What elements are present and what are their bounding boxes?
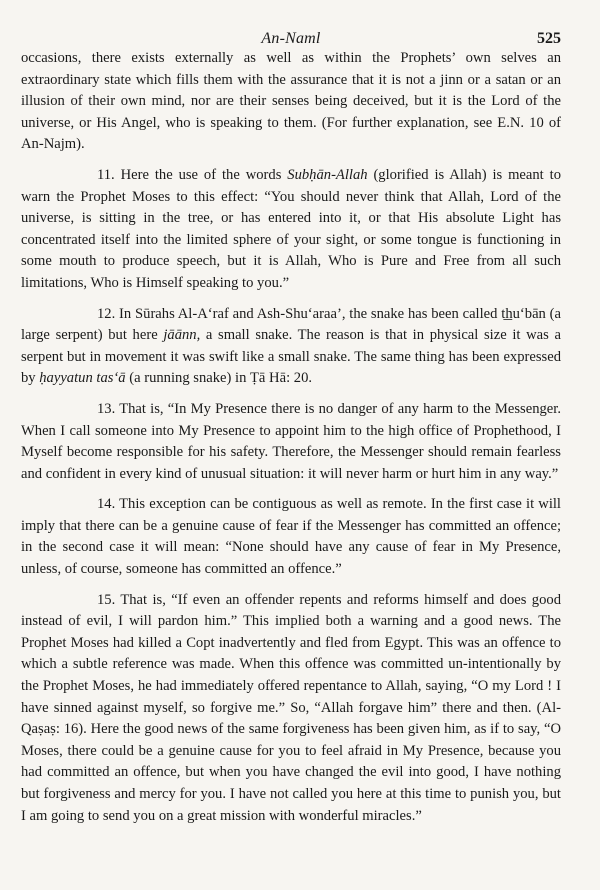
page-number: 525 xyxy=(537,30,561,47)
text-run: (a running snake) in Ṭā Hā: 20. xyxy=(125,370,313,387)
text-run: 14. This exception can be contiguous as well as remote. In the first case it will imply that there can be a genuine cause of fear if the Messenger has committed an offence; in the second case it will mean: “None should have any cause of fear in My Presence, unless, of course, someone has committed an offence.” xyxy=(21,496,561,578)
transliteration: jāānn, xyxy=(163,327,201,344)
text-run: (glorified is Allah) is meant to warn the Prophet Moses to this effect: “You should never think that Allah, Lord of the universe, is sitting in the tree, or has entered into it, or that His absolute Light has concentrated itself into the limited sphere of your sight, or some tongue is functioning in some mouth to produce speech, but it is Allah, Who is Pure and Free from all such limitations, Who is Himself speaking to you.” xyxy=(21,166,561,291)
text-run: a small snake. The reason is that in physical size it was a serpent but in movement it was swift like a small snake. The same thing has been expressed by xyxy=(21,327,561,387)
transliteration: Subḥān-Allah xyxy=(287,166,368,183)
page-header xyxy=(21,0,561,48)
note-14 xyxy=(21,494,561,580)
text-run: occasions, there exists externally as well as within the Prophets’ own selves an extraordinary state which fills them with the assurance that it is not a jinn or a satan or an illusion of their own mind, nor are their senses being deceived, but it is the Lord of the universe, or His Angel, who is speaking to them. (For further explanation, see E.N. 10 of An-Najm). xyxy=(21,50,561,153)
note-13 xyxy=(21,399,561,485)
note-15 xyxy=(21,590,561,828)
transliteration: ḥayyatun tas‘ā xyxy=(39,370,126,387)
text-run: 12. In Sūrahs Al-A‘raf and Ash-Shu‘araa’, the snake has been called t͟hu‘bān (a large serpent) but here xyxy=(21,305,561,344)
running-title: An-Naml xyxy=(261,30,321,47)
text-run: 13. That is, “In My Presence there is no danger of any harm to the Messenger. When I call someone into My Presence to appoint him to the high office of Prophethood, I Myself become responsible for his safety. Therefore, the Messenger should remain fearless and confident in every kind of unusual situation: it will never harm or hurt him in any way.” xyxy=(21,400,561,482)
note-11 xyxy=(21,165,561,295)
body-text xyxy=(21,48,561,827)
text-run: 15. That is, “If even an offender repents and reforms himself and does good instead of evil, I will pardon him.” This implied both a warning and a good news. The Prophet Moses had killed a Copt inadvertently and fled from Egypt. This was an offence to which a subtle reference was made. When this offence was committed un-intentionally by the Prophet Moses, he had immediately offered repentance to Allah, saying, “O my Lord ! I have sinned against myself, so forgive me.” So, “Allah forgave him” there and then. (Al-Qaṣaṣ: 16). Here the good news of the same forgiveness has been given him, as if to say, “O Moses, there could be a genuine cause for you to feel afraid in My Presence, because you had committed an offence, but when you have changed the evil into good, I have nothing but forgiveness and mercy for you. I have not called you here at this time to punish you, but I am going to send you on a great mission with wonderful miracles.” xyxy=(21,591,561,824)
note-12 xyxy=(21,304,561,390)
text-run: 11. Here the use of the words xyxy=(97,166,288,183)
paragraph-continuation xyxy=(21,48,561,156)
